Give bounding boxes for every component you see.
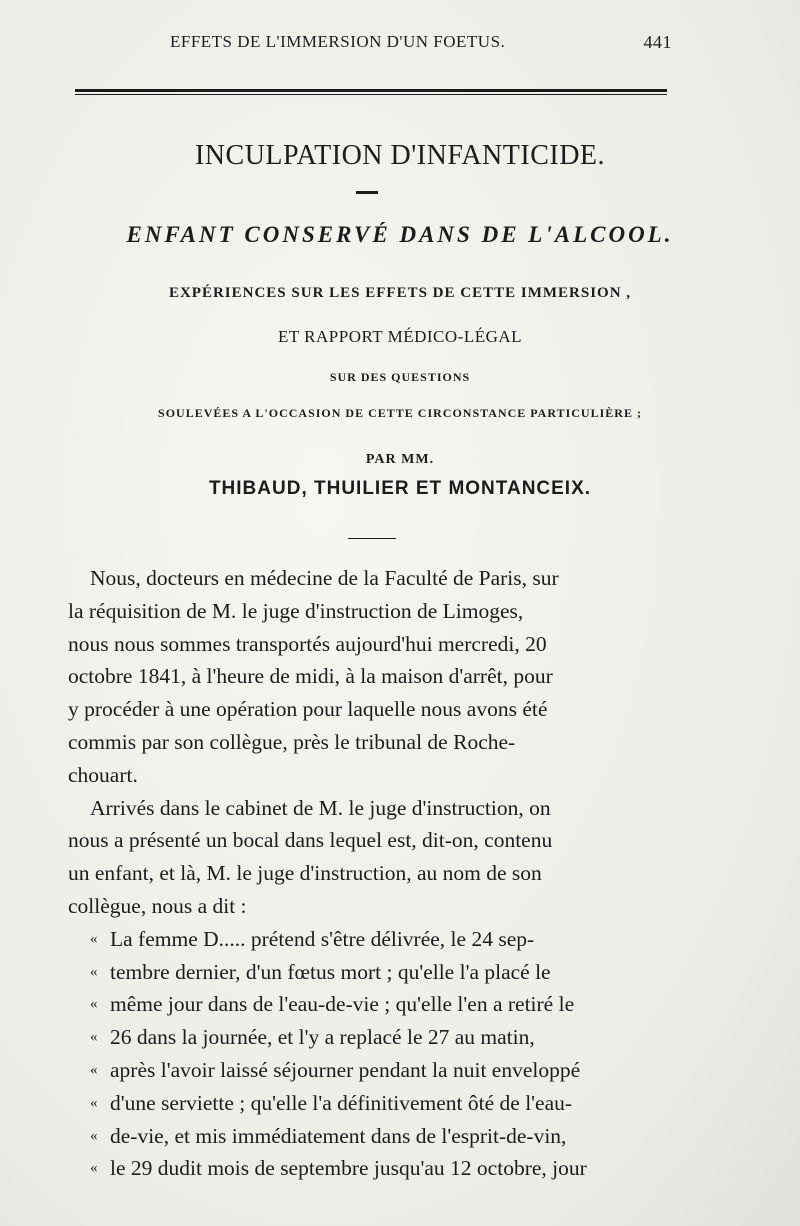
- subtitle: ENFANT CONSERVÉ DANS DE L'ALCOOL.: [126, 222, 674, 247]
- quote-mark: «: [90, 996, 98, 1013]
- text-line: « 26 dans la journée, et l'y a replacé le 27 au matin,: [68, 1021, 668, 1054]
- quote-mark: «: [90, 930, 98, 947]
- main-title: INCULPATION D'INFANTICIDE.: [194, 140, 606, 171]
- text-line: « de-vie, et mis immédiatement dans de l'esprit-de-vin,: [68, 1120, 668, 1153]
- text-line: Nous, docteurs en médecine de la Faculté de Paris, sur: [90, 566, 559, 590]
- text-line: « d'une serviette ; qu'elle l'a définitivement ôté de l'eau-: [68, 1087, 668, 1120]
- quote-mark: «: [90, 1061, 98, 1078]
- text-line: « même jour dans de l'eau-de-vie ; qu'elle l'en a retiré le: [68, 988, 668, 1021]
- by-line: PAR MM.: [365, 452, 435, 467]
- text-line: « La femme D..... prétend s'être délivrée, le 24 sep-: [68, 923, 668, 956]
- text-line: « le 29 dudit mois de septembre jusqu'au 12 octobre, jour: [68, 1152, 668, 1185]
- subhead-line-3: SUR DES QUESTIONS: [329, 370, 471, 384]
- subhead-line-4: SOULEVÉES A L'OCCASION DE CETTE CIRCONSTANCE PARTICULIÈRE ;: [158, 406, 642, 420]
- subhead-line-2: ET RAPPORT MÉDICO-LÉGAL: [277, 327, 523, 346]
- text-line: nous a présenté un bocal dans lequel est, dit-on, contenu: [68, 828, 553, 853]
- text-line: octobre 1841, à l'heure de midi, à la maison d'arrêt, pour: [68, 664, 553, 689]
- body-text: [68, 562, 668, 1185]
- text-line: commis par son collègue, près le tribunal de Roche-: [68, 729, 516, 754]
- title-dash: [356, 191, 378, 194]
- quote-mark: «: [90, 1094, 98, 1111]
- quote-mark: «: [90, 1160, 98, 1177]
- section-rule: [348, 538, 396, 539]
- quote-mark: «: [90, 1029, 98, 1046]
- header-rule: [75, 89, 667, 95]
- authors: THIBAUD, THUILIER ET MONTANCEIX.: [208, 478, 592, 499]
- subhead-line-1: EXPÉRIENCES SUR LES EFFETS DE CETTE IMMERSION ,: [168, 285, 632, 301]
- text-line: chouart.: [68, 762, 138, 787]
- text-line: collègue, nous a dit :: [68, 893, 247, 918]
- text-line: « tembre dernier, d'un fœtus mort ; qu'elle l'a placé le: [68, 956, 668, 989]
- text-line: un enfant, et là, M. le juge d'instruction, au nom de son: [68, 861, 542, 886]
- running-title: EFFETS DE L'IMMERSION D'UN FOETUS.: [170, 32, 506, 51]
- text-line: Arrivés dans le cabinet de M. le juge d'instruction, on: [90, 795, 551, 820]
- page-number: 441: [643, 32, 672, 52]
- quote-mark: «: [90, 1127, 98, 1144]
- text-line: « après l'avoir laissé séjourner pendant la nuit enveloppé: [68, 1054, 668, 1087]
- text-line: y procéder à une opération pour laquelle nous avons été: [68, 697, 548, 722]
- text-line: la réquisition de M. le juge d'instruction de Limoges,: [68, 598, 524, 623]
- quote-mark: «: [90, 963, 98, 980]
- text-line: nous nous sommes transportés aujourd'hui mercredi, 20: [68, 631, 547, 656]
